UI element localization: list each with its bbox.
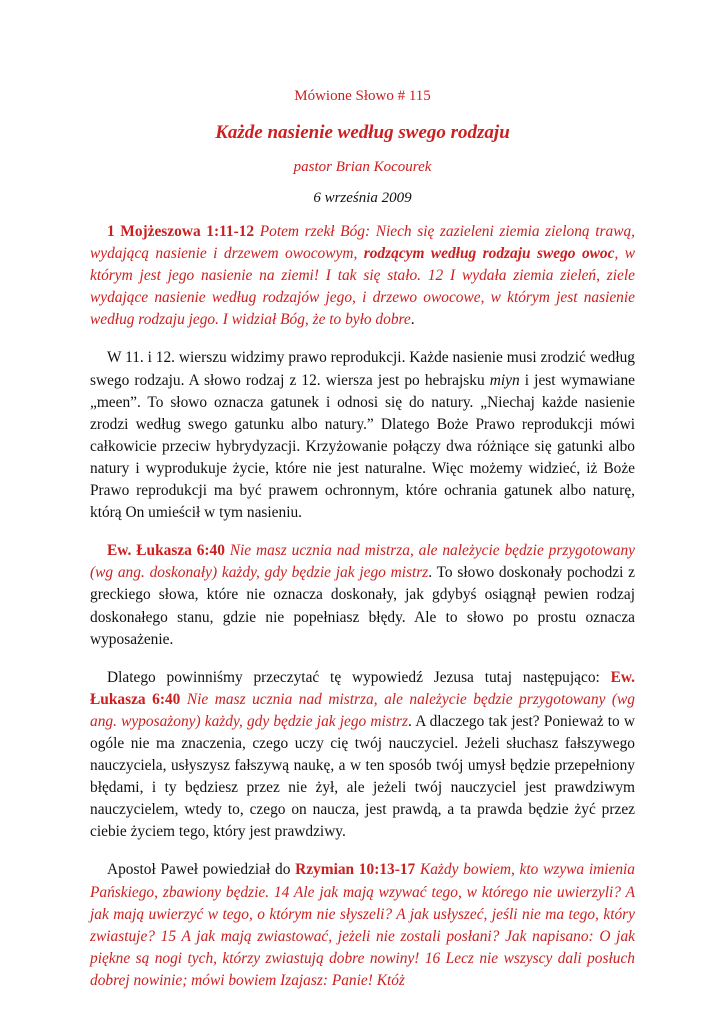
scripture-quote: Potem rzekł Bóg: Niech się zazieleni ziemia zieloną trawą, wydającą nasienie i drzewem owocowym, (90, 223, 635, 263)
date-line: 6 września 2009 (313, 190, 412, 206)
body-text: Apostoł Paweł powiedział do (107, 861, 296, 879)
hebrew-word: miyn (489, 371, 520, 389)
body-text: . To słowo doskonały pochodzi z greckiego słowa, które nie oznacza doskonały, jak gdybyś osiągnął pewien rodzaj doskonałego stanu, gdzie nie popełniasz błędy. Ale to słowo po prostu oznacza wyposażenie. (90, 564, 635, 648)
sermon-title: Każde nasienie według swego rodzaju (215, 122, 510, 143)
scripture-quote: Każdy bowiem, kto wzywa imienia Pańskiego, zbawiony będzie. 14 Ale jak mają wzywać tego, w którego nie uwierzyli? A jak mają uwierzyć w tego, o którym nie słyszeli? A jak usłyszeć, jeśli nie ma tego, który zwiastuje? 15 A jak mają zwiastować, jeżeli nie zostali posłani? Jak napisano: O jak piękne są nogi tych, którzy zwiastują dobre nowiny! 16 Lecz nie wszyscy dali posłuch dobrej nowinie; mówi bowiem Izajasz: Panie! Któż (90, 861, 635, 989)
period: . (410, 311, 415, 329)
scripture-reference: Ew. Łukasza 6:40 (107, 542, 225, 560)
scripture-reference: Ew. Łukasza 6:40 (90, 668, 635, 708)
series-heading: Mówione Słowo # 115 (294, 88, 431, 104)
scripture-reference: Rzymian 10:13-17 (295, 861, 416, 879)
body-text: Dlatego powinniśmy przeczytać tę wypowiedź Jezusa tutaj następująco: (107, 668, 611, 686)
scripture-quote: , w którym jest jego nasienie na ziemi! I tak się stało. 12 I wydała ziemia zieleń, ziele wydające nasienie według rodzajów jego, i drzewo owocowe, w którym jest nasienie według rodzaju jego. I widział Bóg, że to było dobre (90, 245, 635, 329)
paragraph-reproduction (90, 347, 635, 524)
scripture-reference: 1 Mojżeszowa 1:11-12 (107, 223, 255, 240)
author-line: pastor Brian Kocourek (293, 159, 432, 175)
paragraph-genesis (90, 221, 635, 331)
body-text: i jest wymawiane „meen”. To słowo oznacza gatunek i odnosi się do natury. „Niechaj każde nasienie zrodzi według swego gatunku albo natury.” Dlatego Boże Prawo reprodukcji mówi całkowicie przeciw hybrydyzacji. Krzyżowanie połączy dwa różniące się gatunki albo natury i wyprodukuje życie, które nie jest naturalne. Więc możemy widzieć, iż Boże Prawo reprodukcji ma być prawem ochronnym, które ochrania gatunek albo naturę, którą On umieścił w tym nasieniu. (90, 371, 636, 522)
paragraph-luke (90, 540, 635, 650)
paragraph-romans (90, 859, 635, 992)
paragraph-teacher (90, 667, 635, 844)
scripture-quote: Nie masz ucznia nad mistrza, ale należycie będzie przygotowany (wg ang. wyposażony) każdy, gdy będzie jak jego mistrz (90, 690, 636, 730)
body-text: . A dlaczego tak jest? Ponieważ to w ogóle nie ma znaczenia, czego uczy cię twój nauczyciel. Jeżeli słuchasz fałszywego nauczyciela, usłyszysz fałszywą naukę, a w ten sposób twój umysł będzie przepełniony błędami, i ty będziesz przez nie żył, ale jeżeli twój nauczyciel jest prawdziwym nauczycielem, wtedy to, czego on naucza, jest prawdą, a ta prawda będzie żyć przez ciebie życiem tego, który jest prawdziwy. (90, 712, 635, 841)
scripture-quote: Nie masz ucznia nad mistrza, ale należycie będzie przygotowany (wg ang. doskonały) każdy, gdy będzie jak jego mistrz (90, 542, 635, 582)
body-text: W 11. i 12. wierszu widzimy prawo reprodukcji. Każde nasienie musi zrodzić według swego rodzaju. A słowo rodzaj z 12. wiersza jest po hebrajsku (90, 349, 635, 389)
scripture-quote-emphasis: rodzącym według rodzaju swego owoc (363, 245, 615, 263)
